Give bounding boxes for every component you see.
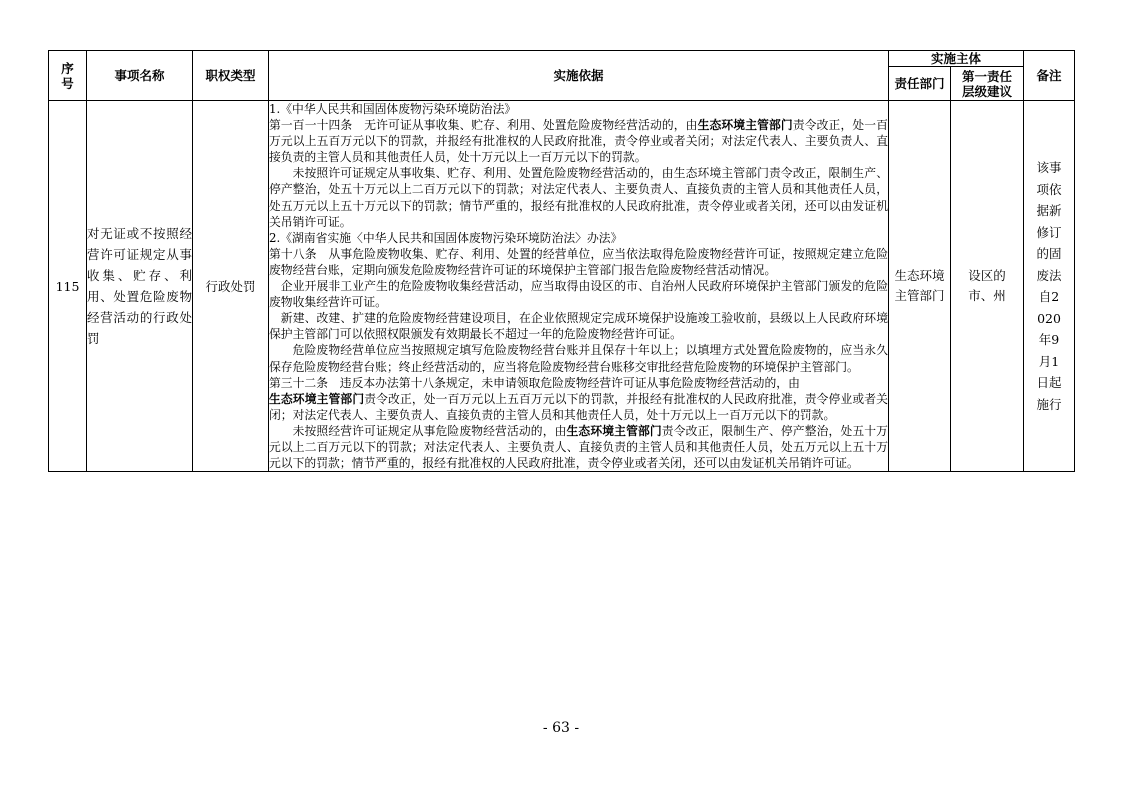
row-basis — [269, 101, 889, 472]
header-item-name: 事项名称 — [87, 51, 193, 101]
row-power-type: 行政处罚 — [193, 101, 269, 472]
header-basis: 实施依据 — [269, 51, 889, 101]
header-seq: 序号 — [49, 51, 87, 101]
page-number: - 63 - — [542, 720, 580, 736]
row-remark: 该事项依据新修订的固废法自2020年9月1日起施行 — [1024, 101, 1075, 472]
header-row-main — [49, 51, 1075, 67]
basis-para-8: 危险废物经营单位应当按照规定填写危险废物经营台账并且保存十年以上；以填埋方式处置危险废物的，应当永久保存危险废物经营台账；终止经营活动的，应当将危险废物经营台账移交审批经营危险废物的环境保护主管部门。 — [269, 343, 888, 374]
enforcement-items-table — [48, 50, 1075, 472]
basis-para-11: 未按照经营许可证规定从事危险废物经营活动的，由生态环境主管部门责令改正，限制生产、停产整治，处五十万元以上二百万元以下的罚款；对法定代表人、主要负责人、直接负责的主管人员和其他责任人员，处五万元以上五十万元以下的罚款；情节严重的，报经有批准权的人民政府批准，责令停业或者关闭，还可以由发证机关吊销许可证。 — [269, 423, 888, 471]
header-level: 第一责任层级建议 — [951, 67, 1024, 101]
table-row — [49, 101, 1075, 472]
row-item-name: 对无证或不按照经营许可证规定从事收集、贮存、利用、处置危险废物经营活动的行政处罚 — [87, 101, 193, 472]
header-subject: 实施主体 — [889, 51, 1024, 67]
basis-para-10: 生态环境主管部门责令改正，处一百万元以上五百万元以下的罚款，并报经有批准权的人民政府批准，责令停业或者关闭；对法定代表人、主要负责人、直接负责的主管人员和其他责任人员，处十万元以上一百万元以下的罚款。 — [269, 391, 888, 422]
header-power-type: 职权类型 — [193, 51, 269, 101]
basis-para-9: 第三十二条 违反本办法第十八条规定，未申请领取危险废物经营许可证从事危险废物经营活动的，由 — [269, 375, 800, 390]
basis-para-4: 2.《湖南省实施〈中华人民共和国固体废物污染环境防治法〉办法》 — [269, 230, 623, 245]
basis-para-1: 1.《中华人民共和国固体废物污染环境防治法》 — [269, 102, 517, 116]
row-dept: 生态环境主管部门 — [889, 101, 951, 472]
basis-para-7: 新建、改建、扩建的危险废物经营建设项目，在企业依照规定完成环境保护设施竣工验收前，县级以上人民政府环境保护主管部门可以依照权限颁发有效期最长不超过一年的危险废物经营许可证。 — [269, 311, 888, 342]
basis-para-3: 未按照许可证规定从事收集、贮存、利用、处置危险废物经营活动的，由生态环境主管部门责令改正，限制生产、停产整治，处五十万元以上二百万元以下的罚款；对法定代表人、主要负责人、直接负责的主管人员和其他责任人员，处五万元以上五十万元以下的罚款；情节严重的，报经有批准权的人民政府批准，责令停业或者关闭，还可以由发证机关吊销许可证。 — [269, 166, 888, 229]
basis-para-5: 第十八条 从事危险废物收集、贮存、利用、处置的经营单位，应当依法取得危险废物经营许可证，按照规定建立危险废物经营台账，定期向颁发危险废物经营许可证的环境保护主管部门报告危险废物经营活动情况。 — [269, 246, 888, 277]
header-remark: 备注 — [1024, 51, 1075, 101]
header-dept: 责任部门 — [889, 67, 951, 101]
row-level: 设区的市、州 — [951, 101, 1024, 472]
basis-para-6: 企业开展非工业产生的危险废物收集经营活动，应当取得由设区的市、自治州人民政府环境保护主管部门颁发的危险废物收集经营许可证。 — [269, 279, 888, 310]
basis-para-2: 第一百一十四条 无许可证从事收集、贮存、利用、处置危险废物经营活动的，由生态环境主管部门责令改正，处一百万元以上五百万元以下的罚款，并报经有批准权的人民政府批准，责令停业或者关闭；对法定代表人、主要负责人、直接负责的主管人员和其他责任人员，处十万元以上一百万元以下的罚款。 — [269, 118, 888, 165]
row-seq: 115 — [49, 101, 87, 472]
